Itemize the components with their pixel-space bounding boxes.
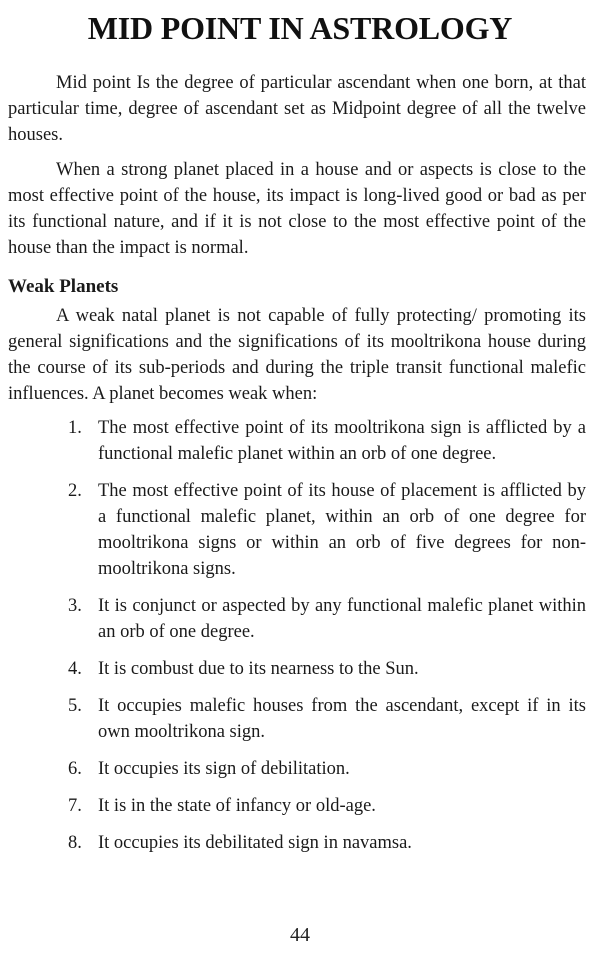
page-number: 44 <box>290 924 310 946</box>
list-item <box>68 793 586 819</box>
list-item-text: It occupies malefic houses from the ascendant, except if in its own mooltrikona sign. <box>98 696 586 742</box>
list-item <box>68 693 586 745</box>
list-item-text: It is combust due to its nearness to the Sun. <box>98 659 419 679</box>
weak-planet-conditions-list <box>8 415 586 856</box>
list-item-number: 6. <box>68 759 82 779</box>
weak-planets-intro: A weak natal planet is not capable of fully protecting/ promoting its general significations and the significations of its mooltrikona house during the course of its sub-periods and during the triple transit functional malefic influences. A planet becomes weak when: <box>8 306 586 404</box>
list-item-text: It is in the state of infancy or old-age. <box>98 796 376 816</box>
list-item <box>68 656 586 682</box>
intro-paragraph-2: When a strong planet placed in a house and or aspects is close to the most effective point of the house, its impact is long-lived good or bad as per its functional nature, and if it is not close to the most effective point of the house than the impact is normal. <box>8 160 586 258</box>
list-item-text: It occupies its debilitated sign in navamsa. <box>98 833 412 853</box>
list-item <box>68 593 586 645</box>
list-item-number: 4. <box>68 659 82 679</box>
page-body <box>8 70 586 867</box>
list-item <box>68 830 586 856</box>
list-item-text: The most effective point of its house of placement is afflicted by a functional malefic planet, within an orb of one degree for mooltrikona signs or within an orb of five degrees for non-mooltrikona signs. <box>98 481 586 579</box>
list-item-number: 7. <box>68 796 82 816</box>
list-item-text: It occupies its sign of debilitation. <box>98 759 350 779</box>
list-item-text: The most effective point of its mooltrikona sign is afflicted by a functional malefic planet within an orb of one degree. <box>98 418 586 464</box>
page-title: MID POINT IN ASTROLOGY <box>87 10 513 46</box>
list-item-number: 2. <box>68 481 82 501</box>
list-item-number: 1. <box>68 418 82 438</box>
list-item <box>68 756 586 782</box>
list-item-number: 3. <box>68 596 82 616</box>
intro-paragraph-1: Mid point Is the degree of particular ascendant when one born, at that particular time, degree of ascendant set as Midpoint degree of all the twelve houses. <box>8 73 586 145</box>
list-item <box>68 415 586 467</box>
list-item-number: 5. <box>68 696 82 716</box>
list-item-text: It is conjunct or aspected by any functional malefic planet within an orb of one degree. <box>98 596 586 642</box>
list-item-number: 8. <box>68 833 82 853</box>
list-item <box>68 478 586 582</box>
section-heading-weak-planets: Weak Planets <box>8 276 119 297</box>
